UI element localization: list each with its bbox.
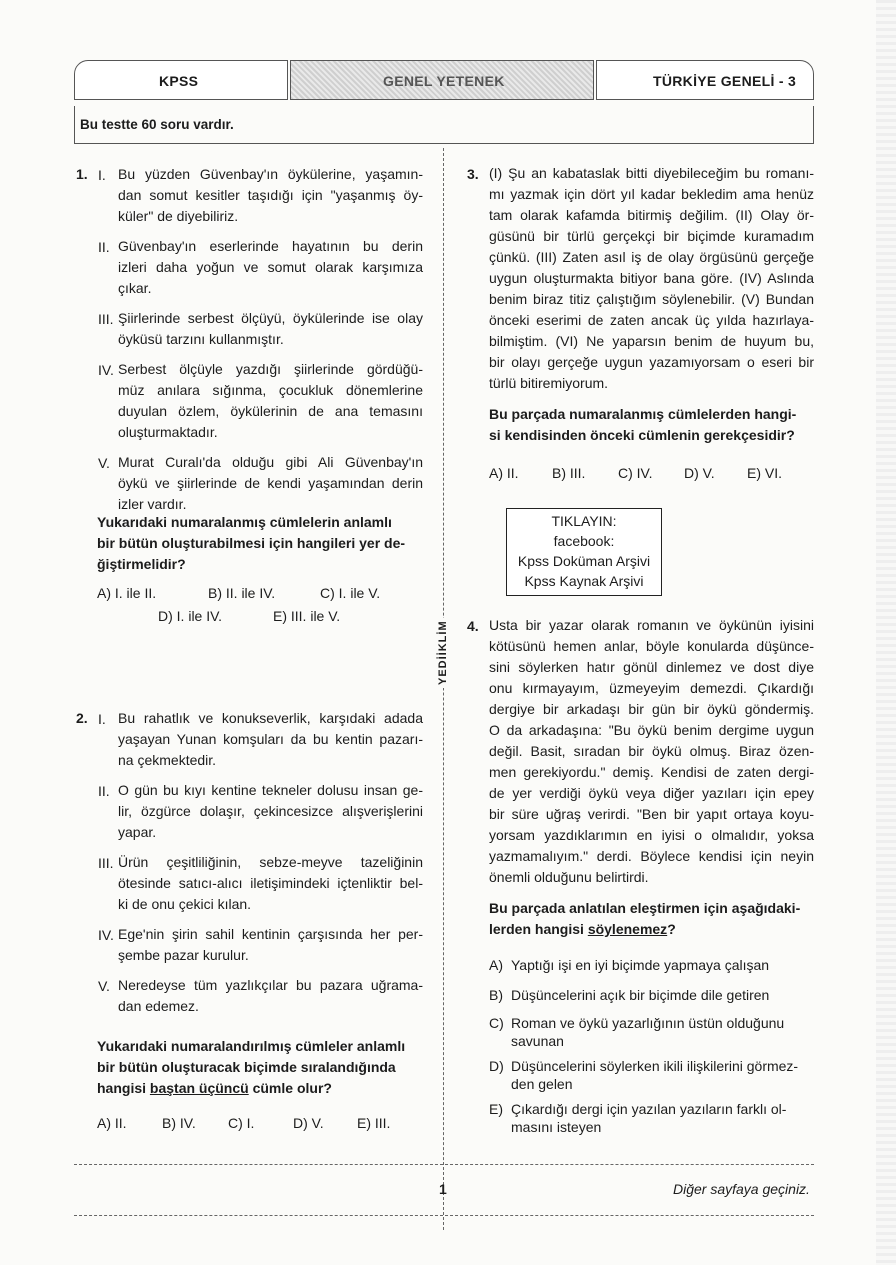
question-3-stem-line: si kendisinden önceki cümlenin gerekçesidir? [489, 427, 795, 443]
answer-option: B) II. ile IV. [208, 585, 276, 601]
answer-option-text: savunan [511, 1033, 564, 1049]
answer-option: C) I. [228, 1115, 255, 1131]
sentence-line: Şiirlerinde serbest ölçüyü, öykülerinde ise olay [118, 310, 423, 326]
header-left-box [74, 60, 288, 100]
passage-line: önceki eserimi de zaten ancak üç yılda hazırlaya- [489, 312, 814, 328]
emphasis-word: baştan üçüncü [149, 1080, 249, 1096]
question-2-number: 2. [76, 710, 88, 726]
sentence-line: dan edemez. [118, 998, 199, 1014]
roman-numeral: IV. [98, 362, 114, 378]
passage-line: türlü bitiremiyorum. [489, 375, 609, 391]
sentence-line: yapar. [118, 824, 157, 840]
answer-option-text: Roman ve öykü yazarlığının üstün olduğunu [511, 1015, 785, 1031]
question-count-note: Bu testte 60 soru vardır. [80, 117, 234, 132]
passage-line: O da arkadaşına: "Bu öykü benim dergime uygun [489, 722, 814, 738]
question-4-stem-line: lerden hangisi söylenemez? [489, 921, 676, 937]
passage-line: bir olayı gerçeğe uygun yazamıyorsam o eseri bir [489, 354, 814, 370]
question-2-stem-line: Yukarıdaki numaralandırılmış cümleler anlamlı [97, 1038, 406, 1054]
answer-option-letter: C) [489, 1015, 504, 1031]
emphasis-word: söylenemez [587, 921, 668, 937]
sentence-line: Bu rahatlık ve konukseverlik, karşıdaki adada [118, 710, 423, 726]
passage-line: men gerekiyordu." demiş. Kendisi de zaten dergi- [489, 764, 814, 780]
passage-line: güsünü bir türlü gerçekçi bir biçimde kuramadım [489, 228, 814, 244]
exam-series: TÜRKİYE GENELİ - 3 [653, 73, 797, 89]
notice-line: facebook: [553, 533, 615, 549]
answer-option-text: Yaptığı işi en iyi biçimde yapmaya çalışan [511, 957, 770, 973]
question-4-stem-line: Bu parçada anlatılan eleştirmen için aşağıdaki- [489, 900, 801, 916]
header-middle-box [290, 60, 594, 100]
sentence-line: öykü ve şiirlerinde de kendi yaşamından derin [118, 475, 423, 491]
roman-numeral: III. [98, 855, 114, 871]
column-divider [443, 148, 444, 1230]
sentence-line: ki de onu çekici kılan. [118, 896, 252, 912]
question-4-number: 4. [467, 618, 479, 634]
sentence-line: izler vardır. [118, 496, 187, 512]
footer-divider [74, 1215, 814, 1216]
passage-line: mı yazmak için dört yıl kadar bekledim ama henüz [489, 186, 814, 202]
passage-line: Usta bir yazar olarak romanın ve öykünün iyisini [489, 617, 814, 633]
notice-line: Kpss Kaynak Arşivi [524, 573, 644, 589]
answer-option: C) I. ile V. [320, 585, 381, 601]
passage-line: değil. Basit, sıradan bir öykü olmuş. Biraz özen- [489, 743, 814, 759]
answer-option-letter: E) [489, 1101, 503, 1117]
roman-numeral: I. [98, 711, 106, 727]
question-1-number: 1. [76, 166, 88, 182]
roman-numeral: I. [98, 167, 106, 183]
passage-line: (I) Şu an kabataslak bitti diyebileceğim bu romanı- [489, 165, 814, 181]
sentence-line: Serbest ölçüyle yazdığı şiirlerinde gördüğü- [118, 361, 423, 377]
question-1-stem-line: Yukarıdaki numaralanmış cümlelerin anlamlı [97, 514, 392, 530]
answer-option: B) III. [552, 465, 586, 481]
sentence-line: müz anılara sığınma, çocukluk dönemlerine [118, 382, 423, 398]
answer-option-letter: B) [489, 987, 503, 1003]
answer-option: D) V. [293, 1115, 324, 1131]
roman-numeral: V. [98, 455, 110, 471]
answer-option: D) V. [684, 465, 715, 481]
passage-line: yorsam yazdıklarımın en iyisi o olmalıdır, yoksa [489, 827, 814, 843]
sentence-line: Neredeyse tüm yazlıkçılar bu pazara uğrama- [118, 977, 423, 993]
answer-option-letter: D) [489, 1058, 504, 1074]
social-media-notice-box [506, 508, 662, 596]
sentence-line: öyküsü tarzını kullanmıştır. [118, 331, 284, 347]
notice-line: Kpss Doküman Arşivi [517, 553, 651, 569]
sentence-line: Murat Curalı'da olduğu gibi Ali Güvenbay'ın [118, 454, 423, 470]
sentence-line: duyulan özlem, öykülerinin de ana temasını [118, 403, 423, 419]
passage-line: bir süre uğraş verirdi. "Ben bir yapıt ortaya koyu- [489, 806, 814, 822]
sentence-line: yaşayan Yunan komşuları da bu kentin pazarı- [118, 731, 423, 747]
passage-line: onu kırmayayım, üzmeyeyim demezdi. Çıkardığı [489, 680, 814, 696]
passage-line: kötüsünü hemen anlar, böyle konularda düşünce- [489, 638, 814, 654]
sentence-line: Ürün çeşitliliğinin, sebze-meyve tazeliğinin [118, 854, 423, 870]
answer-option: B) IV. [162, 1115, 196, 1131]
answer-option-text: Çıkardığı dergi için yazılan yazıların farklı ol- [511, 1101, 787, 1117]
passage-line: sini söylerken hatır gönül dinlemez ve dost diye [489, 659, 814, 675]
question-1-stem-line: bir bütün oluşturabilmesi için hangileri yer de- [97, 535, 406, 551]
notice-line: TIKLAYIN: [551, 513, 617, 529]
footer-divider [74, 1164, 814, 1165]
question-2-stem-line: bir bütün oluşturacak biçimde sıralandığında [97, 1059, 396, 1075]
answer-option-text: masını isteyen [511, 1119, 602, 1135]
sentence-line: na çekmektedir. [118, 752, 217, 768]
question-2-stem-line: hangisi baştan üçüncü cümle olur? [97, 1080, 332, 1096]
answer-option: E) III. [357, 1115, 391, 1131]
sentence-line: Bu yüzden Güvenbay'ın öykülerine, yaşamın- [118, 166, 423, 182]
roman-numeral: II. [98, 239, 110, 255]
sentence-line: Güvenbay'ın eserlerinde hayatının bu derin [118, 238, 423, 254]
roman-numeral: V. [98, 978, 110, 994]
answer-option: E) VI. [747, 465, 783, 481]
answer-option-text: Düşüncelerini söylerken ikili ilişkilerini görmez- [511, 1058, 799, 1074]
answer-option: A) II. [489, 465, 519, 481]
sentence-line: küler" de diyebiliriz. [118, 208, 239, 224]
question-1-stem-line: ğiştirmelidir? [97, 556, 186, 572]
roman-numeral: IV. [98, 927, 114, 943]
passage-line: önemli olduğunu belirtirdi. [489, 869, 649, 885]
header-right-box [596, 60, 814, 100]
passage-line: tam olarak kafamda bitirmiş değilim. (II) Olay ör- [489, 207, 814, 223]
sentence-line: dan somut kesitler taşıdığı için "yaşanmış öy- [118, 187, 423, 203]
answer-option-letter: A) [489, 957, 503, 973]
passage-line: de yer verdiği öykü veya diğer yazıları için epey [489, 785, 814, 801]
answer-option: A) I. ile II. [97, 585, 157, 601]
roman-numeral: II. [98, 783, 110, 799]
passage-line: bilmiştim. (VI) Ne yaparsın benim de huyum bu, [489, 333, 814, 349]
publisher-side-label: YEDİİKLİM [437, 618, 451, 688]
sentence-line: izleri daha yoğun ve somut olarak karşımıza [118, 259, 423, 275]
test-section-title: GENEL YETENEK [383, 73, 505, 89]
passage-line: yazmamalıyım." derdi. Böylece kendisi için neyin [489, 848, 814, 864]
next-page-note: Diğer sayfaya geçiniz. [673, 1181, 810, 1197]
answer-option-text: den gelen [511, 1076, 573, 1092]
answer-option-text: Düşüncelerini açık bir biçimde dile getiren [511, 987, 770, 1003]
passage-line: dergiye bir arkadaşı bir gün bir öykü göndermiş. [489, 701, 814, 717]
answer-option: C) IV. [618, 465, 653, 481]
exam-name: KPSS [159, 73, 199, 89]
question-3-number: 3. [467, 166, 479, 182]
question-3-stem-line: Bu parçada numaralanmış cümlelerden hangi- [489, 406, 797, 422]
passage-line: çünkü. (III) Zaten asıl iş de olay örgüsünü gerçeğe [489, 249, 814, 265]
roman-numeral: III. [98, 311, 114, 327]
passage-line: uygun oluşturmakta bitiyor bana göre. (IV) Aslında [489, 270, 814, 286]
sentence-line: ötesinde satıcı-alıcı iletişimindeki içtenliktir bel- [118, 875, 423, 891]
sentence-line: Ege'nin şirin sahil kentinin çarşısında her per- [118, 926, 423, 942]
sentence-line: oluşturmaktadır. [118, 424, 218, 440]
sentence-line: O gün bu kıyı kentine tekneler dolusu insan ge- [118, 782, 423, 798]
answer-option: A) II. [97, 1115, 127, 1131]
answer-option: E) III. ile V. [273, 608, 341, 624]
passage-line: benim biraz titiz çalıştığım söylenebilir. (V) Bundan [489, 291, 814, 307]
sentence-line: çıkar. [118, 280, 152, 296]
page-number: 1 [439, 1181, 447, 1197]
sentence-line: lir, özgürce dolaşır, çekincesizce alışverişlerini [118, 803, 423, 819]
sentence-line: şembe pazar kurulur. [118, 947, 249, 963]
scan-edge [876, 0, 896, 1265]
answer-option: D) I. ile IV. [158, 608, 223, 624]
